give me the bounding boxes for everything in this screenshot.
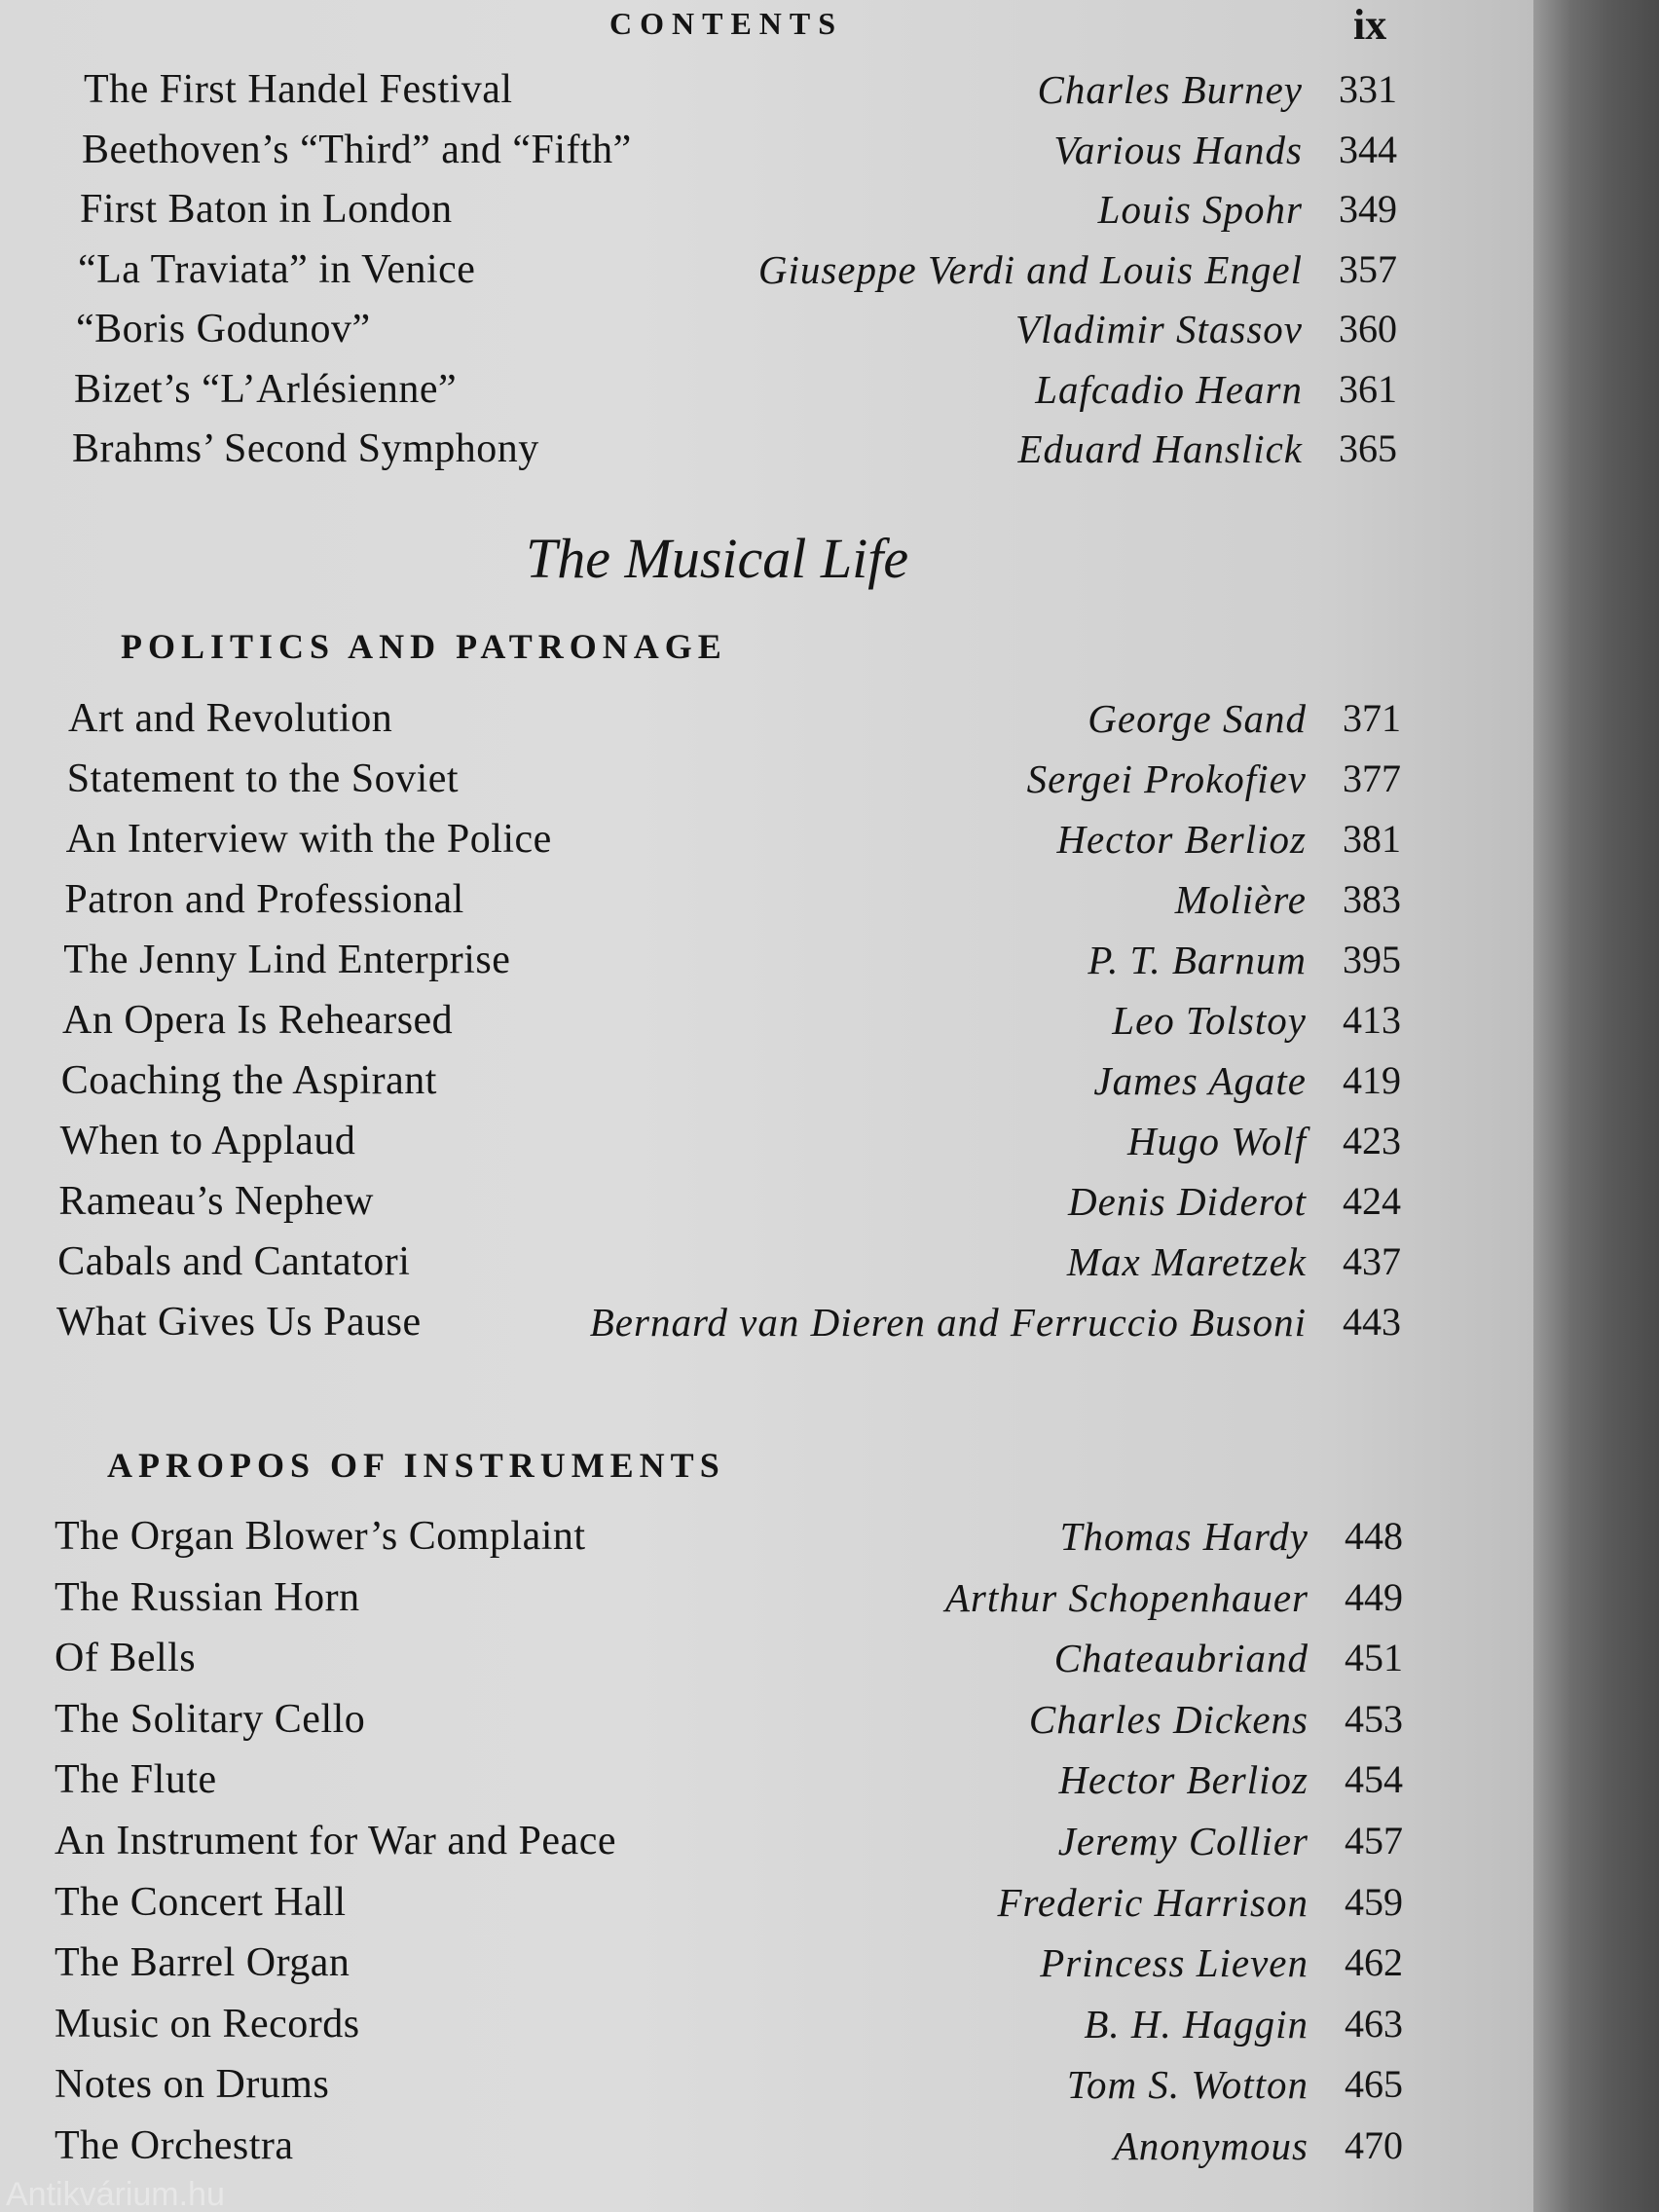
entry-author: P. T. Barnum [1088,938,1307,982]
entry-page-number: 377 [1342,756,1401,800]
entry-author: Lafcadio Hearn [1035,366,1303,412]
entry-title: Coaching the Aspirant [60,1058,437,1103]
entry-title: The Jenny Lind Enterprise [63,938,511,982]
toc-entry [55,1995,1408,2053]
toc-entry [66,810,1406,868]
entry-title: An Instrument for War and Peace [55,1819,616,1863]
toc-entry [62,991,1406,1050]
entry-page-number: 459 [1345,1879,1403,1924]
entry-author: Hector Berlioz [1058,1757,1309,1803]
entry-page-number: 371 [1343,696,1401,740]
entry-author: Various Hands [1053,127,1303,172]
toc-entry [63,931,1406,989]
entry-author: Sergei Prokofiev [1026,756,1307,801]
entry-title: When to Applaud [59,1119,356,1163]
entry-author: Hugo Wolf [1126,1119,1307,1163]
entry-title: Statement to the Soviet [66,756,460,801]
section-heading-instruments: APROPOS OF INSTRUMENTS [107,1446,725,1485]
toc-entry [55,1751,1408,1809]
entry-author: Arthur Schopenhauer [944,1574,1309,1620]
entry-title: “La Traviata” in Venice [78,246,476,292]
page-header [0,0,1548,49]
entry-title: First Baton in London [80,187,453,232]
entry-page-number: 462 [1345,1940,1403,1985]
entry-title: Brahms’ Second Symphony [72,426,539,471]
toc-entry [55,1568,1408,1627]
entry-title: What Gives Us Pause [56,1300,422,1345]
toc-entry [55,1873,1408,1932]
entry-title: An Opera Is Rehearsed [62,998,454,1043]
entry-page-number: 443 [1343,1300,1401,1344]
entry-author: Chateaubriand [1053,1636,1309,1681]
entry-page-number: 381 [1342,817,1401,861]
toc-entry [55,2055,1408,2114]
toc-entry [64,870,1406,929]
entry-author: Vladimir Stassov [1014,307,1303,351]
entry-title: The Concert Hall [55,1879,347,1925]
entry-title: Of Bells [55,1636,197,1681]
entry-title: Patron and Professional [64,877,464,922]
toc-entry [55,1812,1408,1870]
entry-title: Cabals and Cantatori [57,1239,411,1284]
entry-title: The First Handel Festival [84,67,513,112]
entry-author: Jeremy Collier [1057,1819,1309,1863]
entry-title: The Barrel Organ [55,1940,350,1986]
entry-page-number: 357 [1339,246,1397,291]
entry-author: Frederic Harrison [997,1879,1309,1925]
toc-entry [55,1629,1408,1687]
entry-page-number: 449 [1345,1574,1403,1619]
entry-author: James Agate [1093,1058,1307,1103]
entry-title: The Russian Horn [55,1574,360,1620]
toc-entry [55,1507,1408,1566]
entry-title: Art and Revolution [68,696,393,741]
contents-heading: CONTENTS [609,6,844,41]
entry-page-number: 448 [1345,1514,1403,1558]
toc-entry [72,420,1402,478]
entry-title: An Interview with the Police [65,817,552,862]
entry-page-number: 424 [1342,1179,1401,1223]
entry-page-number: 451 [1345,1636,1403,1680]
entry-author: Hector Berlioz [1056,817,1307,862]
toc-entry [74,360,1402,419]
entry-author: Giuseppe Verdi and Louis Engel [757,246,1303,292]
section-heading-politics: POLITICS AND PATRONAGE [121,627,727,666]
toc-entry [84,60,1402,119]
entry-author: Tom S. Wotton [1066,2062,1309,2108]
toc-entry [61,1051,1406,1110]
entry-page-number: 457 [1345,1819,1403,1862]
entry-title: Music on Records [55,2001,360,2046]
entry-page-number: 470 [1345,2123,1403,2167]
entry-author: B. H. Haggin [1084,2001,1309,2046]
entry-page-number: 419 [1342,1058,1401,1102]
toc-entry [60,1112,1406,1170]
entry-page-number: 365 [1339,426,1397,470]
toc-entry [55,1690,1408,1749]
entry-page-number: 349 [1339,187,1397,231]
entry-author: Louis Spohr [1097,187,1303,232]
entry-page-number: 395 [1342,938,1401,981]
entry-page-number: 383 [1342,877,1401,921]
entry-title: Beethoven’s “Third” and “Fifth” [82,127,632,172]
entry-author: Bernard van Dieren and Ferruccio Busoni [589,1300,1307,1345]
page-number: ix [1353,1,1387,49]
toc-entry [58,1172,1406,1231]
entry-page-number: 331 [1339,67,1397,111]
entry-title: Bizet’s “L’Arlésienne” [74,366,458,412]
entry-title: Notes on Drums [55,2062,330,2108]
toc-entry [76,300,1402,358]
entry-title: Rameau’s Nephew [58,1179,374,1224]
entry-author: George Sand [1088,696,1307,741]
entry-page-number: 361 [1339,366,1397,411]
entry-author: Molière [1174,877,1307,922]
entry-page-number: 344 [1339,127,1397,171]
entry-author: Leo Tolstoy [1112,998,1307,1043]
entry-author: Eduard Hanslick [1017,426,1303,471]
entry-page-number: 437 [1342,1239,1401,1283]
entry-author: Max Maretzek [1066,1239,1307,1284]
toc-entry [82,121,1402,179]
entry-author: Thomas Hardy [1059,1514,1309,1559]
toc-entry [67,750,1406,808]
entry-page-number: 413 [1343,998,1401,1042]
watermark: Antikvárium.hu [6,2177,225,2212]
entry-title: The Flute [55,1757,217,1803]
toc-entry [78,240,1402,299]
entry-author: Anonymous [1113,2123,1309,2168]
entry-title: The Organ Blower’s Complaint [55,1514,586,1559]
entry-author: Charles Burney [1037,67,1303,112]
toc-entry [68,689,1406,748]
toc-entry [55,1934,1408,1992]
toc-entry [57,1233,1406,1291]
page-edge-shadow [1533,0,1659,2212]
entry-page-number: 423 [1342,1119,1401,1162]
toc-entry [56,1293,1406,1351]
entry-page-number: 463 [1345,2001,1403,2046]
entry-title: The Solitary Cello [55,1696,366,1742]
entry-page-number: 360 [1339,307,1397,350]
part-title: The Musical Life [526,527,909,590]
entry-title: The Orchestra [55,2123,294,2168]
toc-entry [55,2117,1408,2175]
entry-page-number: 453 [1345,1696,1403,1741]
entry-title: “Boris Godunov” [76,307,371,351]
entry-author: Princess Lieven [1040,1940,1309,1986]
entry-author: Denis Diderot [1068,1179,1307,1224]
toc-entry [80,180,1402,239]
entry-page-number: 465 [1345,2062,1403,2107]
entry-author: Charles Dickens [1028,1696,1309,1742]
entry-page-number: 454 [1345,1757,1403,1802]
